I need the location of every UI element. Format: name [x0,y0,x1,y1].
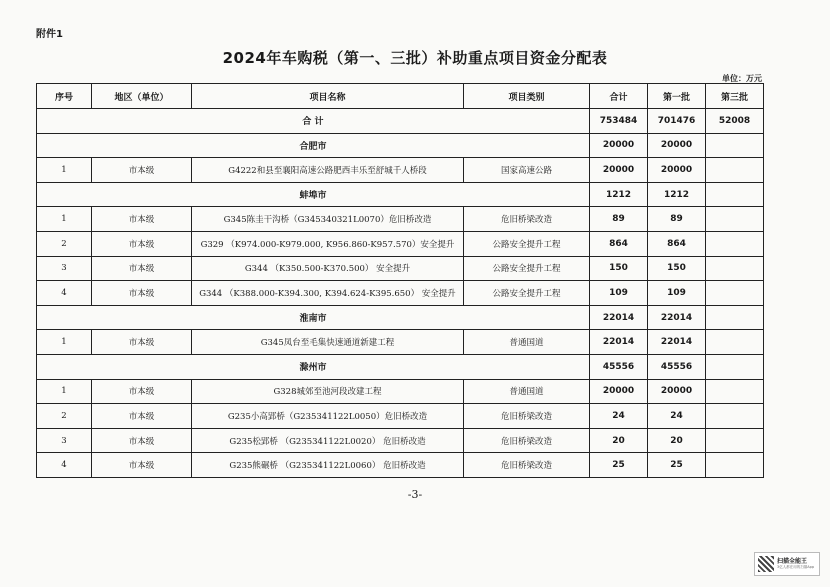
unit-label: 单位：万元 [722,73,762,83]
serial-cell: 1 [37,207,92,232]
attachment-label: 附件1 [36,29,63,40]
area-cell: 市本级 [92,256,192,281]
batch1-cell: 20000 [648,379,706,404]
batch1-cell: 45556 [648,354,706,379]
batch1-cell: 20 [648,428,706,453]
batch1-cell: 1212 [648,182,706,207]
batch1-cell: 22014 [648,330,706,355]
area-cell: 市本级 [92,330,192,355]
header-cell: 地区（单位） [92,84,192,109]
region-name-cell: 淮南市 [37,305,590,330]
region-row [37,182,764,207]
batch3-cell [706,404,764,429]
category-cell: 普通国道 [464,330,590,355]
category-cell: 危旧桥梁改造 [464,207,590,232]
serial-cell: 1 [37,330,92,355]
batch1-cell: 24 [648,404,706,429]
batch3-cell [706,207,764,232]
scanner-watermark [754,552,820,576]
batch1-cell: 25 [648,453,706,478]
batch3-cell [706,231,764,256]
total-cell: 89 [590,207,648,232]
project-name-cell: G235小高郢桥（G235341122L0050）危旧桥改造 [192,404,464,429]
page-title: 2024年车购税（第一、三批）补助重点项目资金分配表 [222,49,608,67]
table-row [37,207,764,232]
total-cell: 24 [590,404,648,429]
table-row [37,256,764,281]
area-cell: 市本级 [92,207,192,232]
category-cell: 危旧桥梁改造 [464,428,590,453]
batch3-cell [706,182,764,207]
batch1-cell: 150 [648,256,706,281]
scan-badge-subtitle: 3亿人都在用的扫描App [777,564,815,569]
serial-cell: 2 [37,231,92,256]
category-cell: 公路安全提升工程 [464,256,590,281]
batch3-cell [706,428,764,453]
batch3-cell [706,281,764,306]
batch1-cell: 109 [648,281,706,306]
table-row [37,231,764,256]
serial-cell: 1 [37,158,92,183]
table-row [37,158,764,183]
serial-cell: 4 [37,281,92,306]
total-cell: 20000 [590,158,648,183]
project-name-cell: G345凤台至毛集快速通道新建工程 [192,330,464,355]
total-cell: 150 [590,256,648,281]
allocation-table [36,83,764,478]
total-cell: 109 [590,281,648,306]
total-cell: 45556 [590,354,648,379]
region-name-cell: 蚌埠市 [37,182,590,207]
page-number: -3- [407,488,423,501]
category-cell: 普通国道 [464,379,590,404]
area-cell: 市本级 [92,453,192,478]
qr-code-icon [758,556,774,572]
batch1-cell: 864 [648,231,706,256]
project-name-cell: G328城郊至池河段改建工程 [192,379,464,404]
project-name-cell: G235松郢桥 （G235341122L0020） 危旧桥改造 [192,428,464,453]
grand-total-label: 合 计 [37,109,590,134]
batch3-cell [706,305,764,330]
area-cell: 市本级 [92,404,192,429]
batch3-cell [706,379,764,404]
batch1-cell: 701476 [648,109,706,134]
total-cell: 22014 [590,305,648,330]
batch1-cell: 89 [648,207,706,232]
scan-badge-title: 扫描全能王 [777,557,808,565]
batch3-cell [706,453,764,478]
area-cell: 市本级 [92,158,192,183]
total-cell: 753484 [590,109,648,134]
header-cell: 项目名称 [192,84,464,109]
area-cell: 市本级 [92,379,192,404]
batch3-cell [706,330,764,355]
table-row [37,404,764,429]
total-cell: 22014 [590,330,648,355]
serial-cell: 4 [37,453,92,478]
total-cell: 20000 [590,379,648,404]
project-name-cell: G345陈圭干沟桥（G345340321L0070）危旧桥改造 [192,207,464,232]
region-name-cell: 合肥市 [37,133,590,158]
total-cell: 20 [590,428,648,453]
region-row [37,305,764,330]
header-cell: 序号 [37,84,92,109]
table-row [37,379,764,404]
header-cell: 项目类别 [464,84,590,109]
category-cell: 公路安全提升工程 [464,231,590,256]
table-row [37,428,764,453]
serial-cell: 1 [37,379,92,404]
total-cell: 1212 [590,182,648,207]
category-cell: 国家高速公路 [464,158,590,183]
header-cell: 第一批 [648,84,706,109]
area-cell: 市本级 [92,281,192,306]
batch3-cell [706,133,764,158]
header-cell: 第三批 [706,84,764,109]
total-cell: 20000 [590,133,648,158]
project-name-cell: G344 （K350.500-K370.500） 安全提升 [192,256,464,281]
batch3-cell [706,256,764,281]
total-row [37,109,764,134]
batch3-cell [706,354,764,379]
header-cell: 合计 [590,84,648,109]
total-cell: 864 [590,231,648,256]
batch3-cell [706,158,764,183]
region-name-cell: 滁州市 [37,354,590,379]
region-row [37,133,764,158]
category-cell: 危旧桥梁改造 [464,404,590,429]
table-row [37,281,764,306]
table-row [37,453,764,478]
region-row [37,354,764,379]
table-body [37,109,764,478]
batch1-cell: 22014 [648,305,706,330]
total-cell: 25 [590,453,648,478]
project-name-cell: G235熊碾桥 （G235341122L0060） 危旧桥改造 [192,453,464,478]
area-cell: 市本级 [92,428,192,453]
category-cell: 公路安全提升工程 [464,281,590,306]
table-row [37,330,764,355]
table-header-row [37,84,764,109]
batch1-cell: 20000 [648,158,706,183]
area-cell: 市本级 [92,231,192,256]
batch3-cell: 52008 [706,109,764,134]
project-name-cell: G329 （K974.000-K979.000, K956.860-K957.570）安全提升 [192,231,464,256]
serial-cell: 3 [37,428,92,453]
serial-cell: 2 [37,404,92,429]
category-cell: 危旧桥梁改造 [464,453,590,478]
serial-cell: 3 [37,256,92,281]
project-name-cell: G4222和县至襄阳高速公路肥西丰乐至舒城千人桥段 [192,158,464,183]
project-name-cell: G344 （K388.000-K394.300, K394.624-K395.650） 安全提升 [192,281,464,306]
batch1-cell: 20000 [648,133,706,158]
